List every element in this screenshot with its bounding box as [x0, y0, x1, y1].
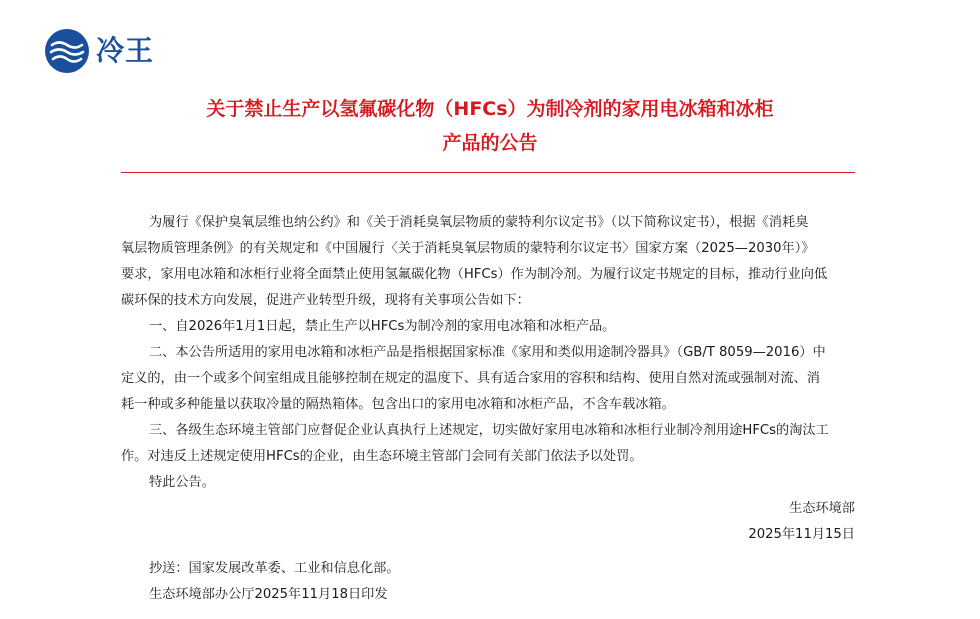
body-line: 作。对违反上述规定使用HFCs的企业，由生态环境主管部门会同有关部门依法予以处罚。: [121, 449, 643, 464]
sign-date: 2025年11月15日: [748, 527, 855, 542]
cc-line: 抄送：国家发展改革委、工业和信息化部。: [149, 561, 400, 576]
title-line-2: 产品的公告: [442, 132, 538, 154]
signature: 生态环境部: [789, 501, 855, 516]
issued-line: 生态环境部办公厅2025年11月18日印发: [149, 587, 388, 602]
spacer: [121, 548, 859, 556]
brand-logo: [44, 28, 154, 74]
body-line: 定义的，由一个或多个间室组成且能够控制在规定的温度下、具有适合家用的容积和结构、使用自然对流或强制对流、消: [121, 371, 820, 386]
body-line: 要求，家用电冰箱和冰柜行业将全面禁止使用氢氟碳化物（HFCs）作为制冷剂。为履行议定书规定的目标，推动行业向低: [121, 267, 828, 282]
body-line: 氧层物质管理条例》的有关规定和《中国履行〈关于消耗臭氧层物质的蒙特利尔议定书〉国家方案（2025—2030年）》: [121, 241, 815, 256]
body-line: 为履行《保护臭氧层维也纳公约》和《关于消耗臭氧层物质的蒙特利尔议定书》（以下简称议定书），根据《消耗臭: [149, 215, 809, 230]
notice-title: [0, 92, 980, 160]
body-line: 二、本公告所适用的家用电冰箱和冰柜产品是指根据国家标准《家用和类似用途制冷器具》（GB/T 8059—2016）中: [149, 345, 826, 360]
body-line: 耗一种或多种能量以获取冷量的隔热箱体。包含出口的家用电冰箱和冰柜产品，不含车载冰箱。: [121, 397, 675, 412]
body-line: 特此公告。: [149, 475, 215, 490]
red-divider: [121, 172, 855, 173]
body-line: 碳环保的技术方向发展，促进产业转型升级，现将有关事项公告如下：: [121, 293, 530, 308]
body-line: 三、各级生态环境主管部门应督促企业认真执行上述规定，切实做好家用电冰箱和冰柜行业制冷剂用途HFCs的淘汰工: [149, 423, 829, 438]
logo-wave-icon: [44, 28, 90, 74]
notice-body: [121, 210, 859, 608]
logo-text: 冷王: [96, 34, 155, 67]
title-line-1: 关于禁止生产以氢氟碳化物（HFCs）为制冷剂的家用电冰箱和冰柜: [206, 98, 774, 120]
body-line: 一、自2026年1月1日起，禁止生产以HFCs为制冷剂的家用电冰箱和冰柜产品。: [149, 319, 616, 334]
